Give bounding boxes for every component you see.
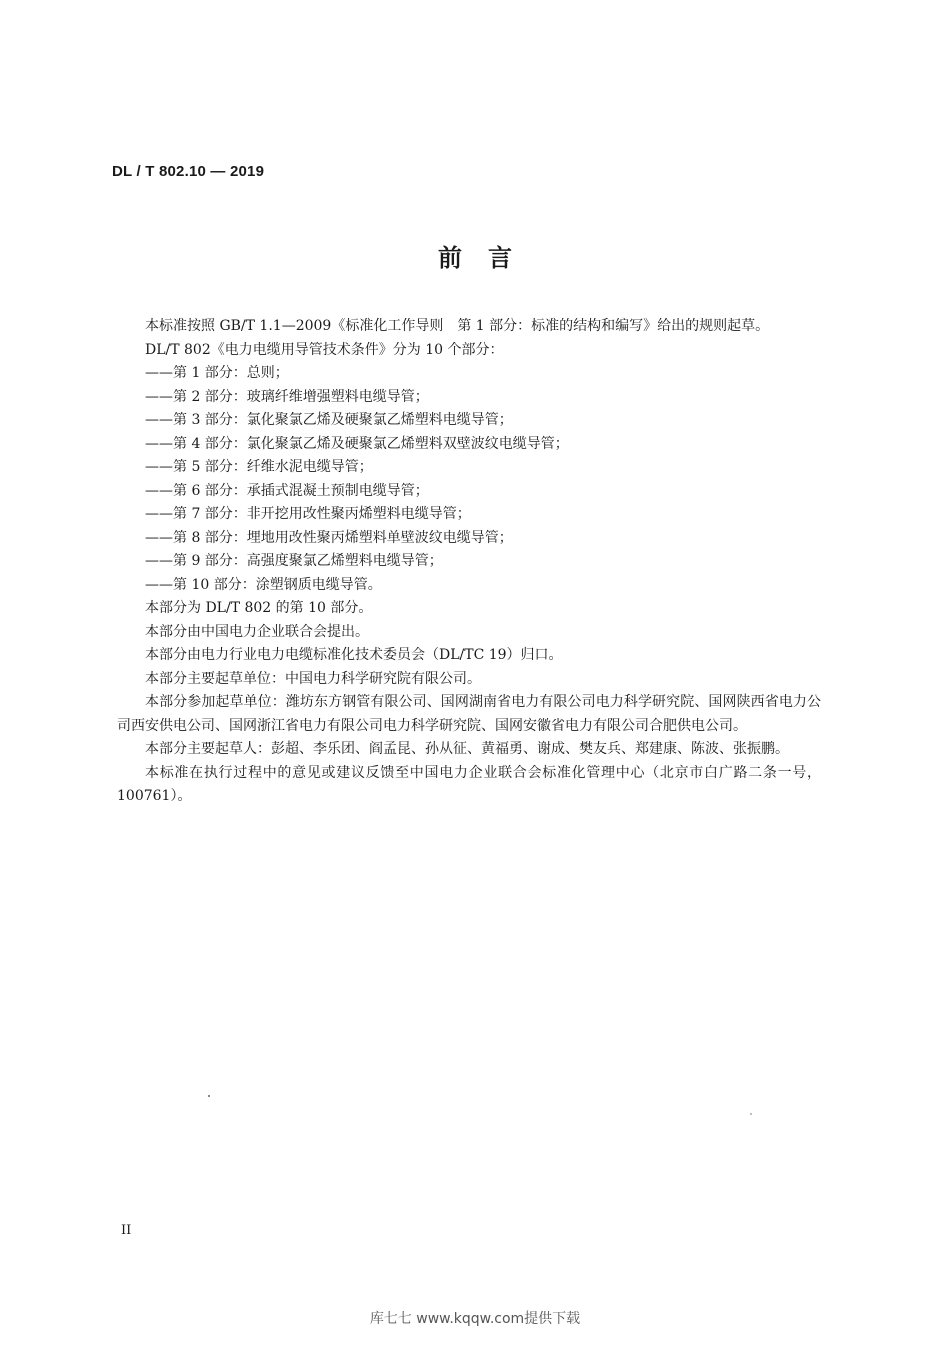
list-item: ——第 3 部分：氯化聚氯乙烯及硬聚氯乙烯塑料电缆导管； — [145, 412, 513, 428]
paragraph-proposed-by: 本部分由中国电力企业联合会提出。 — [145, 623, 369, 640]
paragraph-parts-intro: DL/T 802《电力电缆用导管技术条件》分为 10 个部分： — [145, 341, 504, 358]
download-footer: 库七七 www.kqqw.com提供下载 — [369, 1311, 581, 1327]
list-item: ——第 8 部分：埋地用改性聚丙烯塑料单壁波纹电缆导管； — [145, 529, 513, 546]
paragraph-part-number: 本部分为 DL/T 802 的第 10 部分。 — [145, 600, 373, 616]
list-item: ——第 4 部分：氯化聚氯乙烯及硬聚氯乙烯塑料双壁波纹电缆导管； — [145, 435, 569, 452]
paragraph-main-authors: 本部分主要起草人：彭超、李乐团、阎孟昆、孙从征、黄福勇、谢成、樊友兵、郑建康、陈波、张振鹏。 — [145, 741, 789, 757]
paragraph-feedback: 本标准在执行过程中的意见或建议反馈至中国电力企业联合会标准化管理中心（北京市白广路二条一号，100761）。 — [117, 764, 821, 804]
paragraph-administered-by: 本部分由电力行业电力电缆标准化技术委员会（DL/TC 19）归口。 — [145, 647, 563, 663]
list-item: ——第 9 部分：高强度聚氯乙烯塑料电缆导管； — [145, 553, 443, 569]
paragraph-participating-drafters: 本部分参加起草单位：潍坊东方钢管有限公司、国网湖南省电力有限公司电力科学研究院、国网陕西省电力公司西安供电公司、国网浙江省电力有限公司电力科学研究院、国网安徽省电力有限公司合肥供电公司。 — [117, 694, 821, 734]
list-item: ——第 2 部分：玻璃纤维增强塑料电缆导管； — [145, 388, 429, 405]
list-item: ——第 6 部分：承插式混凝土预制电缆导管； — [145, 482, 429, 499]
paragraph-drafting-rules: 本标准按照 GB/T 1.1—2009《标准化工作导则 第 1 部分：标准的结构和编写》给出的规则起草。 — [145, 318, 770, 334]
list-item: ——第 7 部分：非开挖用改性聚丙烯塑料电缆导管； — [145, 506, 471, 522]
scan-speck — [750, 1113, 752, 1115]
scan-speck — [208, 1095, 210, 1097]
document-code: DL / T 802.10 — 2019 — [112, 163, 265, 180]
list-item: ——第 10 部分：涂塑钢质电缆导管。 — [145, 576, 382, 593]
list-item: ——第 5 部分：纤维水泥电缆导管； — [145, 459, 373, 475]
page-number: II — [121, 1223, 132, 1238]
foreword-body — [117, 315, 821, 809]
paragraph-main-drafter: 本部分主要起草单位：中国电力科学研究院有限公司。 — [145, 670, 481, 687]
page-title: 前言 — [438, 244, 538, 272]
list-item: ——第 1 部分：总则； — [145, 365, 289, 381]
